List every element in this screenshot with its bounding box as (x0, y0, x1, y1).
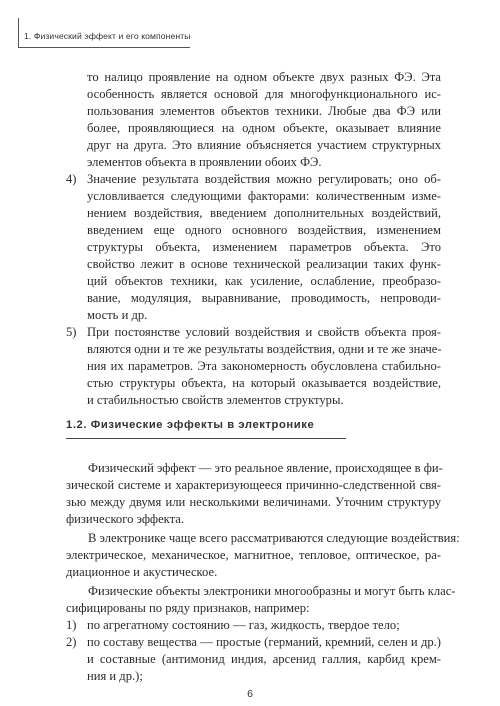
bottom-list-item-2-number: 2) (66, 635, 77, 649)
list-item-5-line: ния их параметров. Эта закономерность обусловлена стабильно- (87, 359, 441, 373)
list-item-5-line: При постоянстве условий воздействия и свойств объекта проя- (87, 325, 441, 339)
list-item-5-line: стью структуры объекта, на который оказывается воздействие, (87, 376, 441, 390)
list-item-5-line: и стабильностью свойств элементов структуры. (87, 393, 344, 407)
body-paragraph-line: электрическое, механическое, магнитное, тепловое, оптическое, ра- (66, 548, 441, 562)
bottom-list-item-1-number: 1) (66, 618, 77, 632)
top-line-4: друг на друга. Это влияние объясняется участием структурных (87, 138, 441, 152)
body-paragraph-line: физического эффекта. (66, 512, 185, 526)
list-item-4-line: свойство лежит в основе технической реализации таких функ- (87, 257, 441, 271)
list-item-4-line: введением еще одного основного воздействия, изменением (87, 223, 441, 237)
list-item-5-line: вляются одни и те же результаты воздействия, одни и те же значе- (87, 342, 442, 356)
body-paragraph-line: Физический эффект — это реальное явление, происходящее в фи- (88, 461, 443, 475)
list-item-4-line: вание, модуляция, выравнивание, проводимость, непроводи- (87, 291, 441, 305)
top-line-1: особенность является основой для многофункционального ис- (87, 87, 441, 101)
page-number: 6 (247, 688, 253, 700)
list-item-4-line: нением воздействия, введением дополнительных воздействий, (87, 206, 441, 220)
body-paragraph-line: диационное и акустическое. (66, 565, 218, 579)
list-item-4-line: условливается следующими факторами: количественным изме- (87, 189, 441, 203)
list-item-4-line: ций объектов техники, как усиление, ослабление, преобразо- (87, 274, 441, 288)
header-rule-vertical (18, 18, 19, 48)
list-item-5-number: 5) (66, 325, 77, 339)
top-line-0: то налицо проявление на одном объекте двух разных ФЭ. Эта (87, 70, 441, 84)
top-line-5: элементов объекта в проявлении обоих ФЭ. (87, 155, 322, 169)
body-paragraph-line: Физические объекты электроники многообразны и могут быть клас- (88, 584, 456, 598)
top-line-3: более, проявляющиеся на одном объекте, оказывает влияние (87, 121, 441, 135)
header-rule-horizontal (18, 47, 190, 48)
bottom-list-item-2-line: по составу вещества — простые (германий, кремний, селен и др.) (87, 635, 441, 649)
section-title-rule (66, 438, 346, 439)
bottom-list-item-2-line: и составные (антимонид индия, арсенид галлия, карбид крем- (87, 652, 441, 666)
body-paragraph-line: сифицированы по ряду признаков, например: (66, 601, 310, 615)
running-head: 1. Физический эффект и его компоненты (24, 31, 191, 41)
list-item-4-line: мость и др. (87, 308, 148, 322)
bottom-list-item-1-line: по агрегатному состоянию — газ, жидкость, твердое тело; (87, 618, 400, 632)
body-paragraph-line: зической системе и характеризующееся причинно-следственной свя- (66, 478, 441, 492)
list-item-4-line: структуры объекта, изменением параметров объекта. Это (87, 240, 441, 254)
body-paragraph-line: зью между двумя или несколькими величинами. Уточним структуру (66, 495, 441, 509)
list-item-4-line: Значение результата воздействия можно регулировать; оно об- (87, 172, 441, 186)
bottom-list-item-2-line: ния и др.); (87, 669, 143, 683)
body-paragraph-line: В электронике чаще всего рассматриваются следующие воздействия: (88, 531, 460, 545)
list-item-4-number: 4) (66, 172, 77, 186)
section-title: 1.2. Физические эффекты в электронике (66, 419, 315, 431)
top-line-2: пользования элементов объектов техники. Любые два ФЭ или (87, 104, 441, 118)
